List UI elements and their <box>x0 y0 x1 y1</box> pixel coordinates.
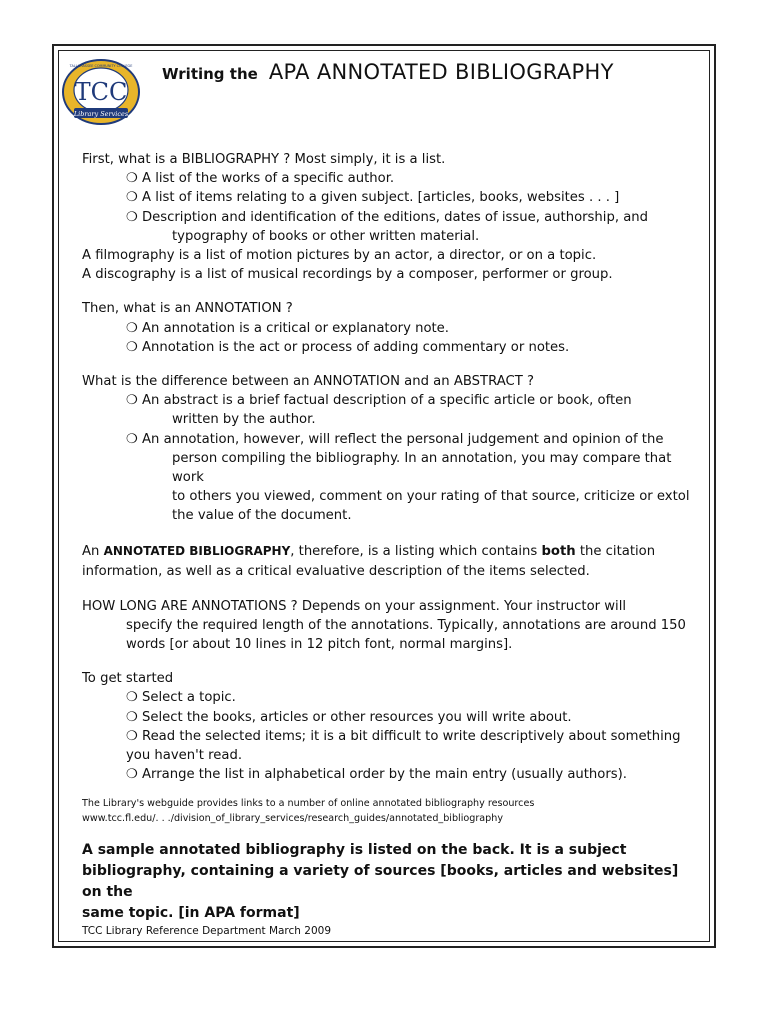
list-item: ❍ A list of the works of a specific author. <box>82 169 694 188</box>
tcc-library-logo <box>60 58 142 128</box>
list-item-continuation: to others you viewed, comment on your rating of that source, criticize or extol <box>172 489 690 505</box>
annotation-length-heading: HOW LONG ARE ANNOTATIONS ? Depends on your assignment. Your instructor will <box>82 598 627 614</box>
discography-line: A discography is a list of musical recordings by a composer, performer or group. <box>82 267 613 283</box>
footer-credit: TCC Library Reference Department March 2009 <box>82 925 332 938</box>
list-item: ❍ An abstract is a brief factual description of a specific article or book, often <box>82 391 694 410</box>
list-item: ❍ Select a topic. <box>82 688 694 707</box>
term-annotated-bibliography: ANNOTATED BIBLIOGRAPHY <box>103 543 291 558</box>
list-item: ❍ An annotation is a critical or explanatory note. <box>82 319 694 338</box>
list-item-continuation: you haven't read. <box>126 748 243 764</box>
bullet-circle-icon: ❍ <box>126 339 138 355</box>
bullet-circle-icon: ❍ <box>126 709 138 725</box>
bullet-circle-icon: ❍ <box>126 320 138 336</box>
annotation-length-text: words [or about 10 lines in 12 pitch font, normal margins]. <box>126 637 513 653</box>
definition-line-2: information, as well as a critical evaluative description of the items selected. <box>82 563 590 579</box>
list-item: ❍ A list of items relating to a given subject. [articles, books, websites . . . ] <box>82 188 694 207</box>
annotated-bibliography-definition: An ANNOTATED BIBLIOGRAPHY, therefore, is a listing which contains both the citation <box>82 543 656 559</box>
sample-note: A sample annotated bibliography is listed on the back. It is a subject <box>82 842 627 859</box>
title-prefix: Writing the <box>162 65 258 83</box>
bullet-circle-icon: ❍ <box>126 190 138 206</box>
logo-letters: TCC <box>74 78 128 106</box>
list-item-continuation: typography of books or other written material. <box>172 228 480 244</box>
list-item: ❍ An annotation, however, will reflect the personal judgement and opinion of the <box>82 430 694 449</box>
bullet-circle-icon: ❍ <box>126 209 138 225</box>
bullet-circle-icon: ❍ <box>126 728 138 744</box>
list-item: ❍ Annotation is the act or process of adding commentary or notes. <box>82 338 694 357</box>
webguide-url: www.tcc.fl.edu/. . ./division_of_library_services/research_guides/annotated_bibliography <box>82 813 504 825</box>
webguide-note: The Library's webguide provides links to a number of online annotated bibliography resources <box>82 798 535 810</box>
bibliography-intro: First, what is a BIBLIOGRAPHY ? Most simply, it is a list. <box>82 152 446 167</box>
bullet-circle-icon: ❍ <box>126 171 138 187</box>
list-item: ❍ Description and identification of the editions, dates of issue, authorship, and <box>82 208 694 227</box>
list-item-continuation: written by the author. <box>172 412 316 428</box>
filmography-line: A filmography is a list of motion pictures by an actor, a director, or on a topic. <box>82 248 597 264</box>
logo-banner: Library Services <box>73 110 129 118</box>
list-item-continuation: person compiling the bibliography. In an annotation, you may compare that work <box>172 450 672 486</box>
list-item: ❍ Arrange the list in alphabetical order by the main entry (usually authors). <box>82 765 694 784</box>
title-main: APA ANNOTATED BIBLIOGRAPHY <box>268 60 614 84</box>
annotation-intro: Then, what is an ANNOTATION ? <box>82 301 293 317</box>
difference-intro: What is the difference between an ANNOTATION and an ABSTRACT ? <box>82 374 534 390</box>
sample-note: bibliography, containing a variety of sources [books, articles and websites] on the <box>82 863 679 901</box>
sample-note: same topic. [in APA format] <box>82 905 300 922</box>
getting-started-heading: To get started <box>82 671 174 687</box>
list-item: ❍ Select the books, articles or other resources you will write about. <box>82 708 694 727</box>
annotation-length-text: specify the required length of the annotations. Typically, annotations are around 150 <box>126 617 686 633</box>
list-item-continuation: the value of the document. <box>172 508 352 524</box>
page-title <box>162 60 614 84</box>
list-item: ❍ Read the selected items; it is a bit difficult to write descriptively about something <box>82 727 694 746</box>
bullet-circle-icon: ❍ <box>126 431 138 447</box>
logo-ring-text: TALLAHASSEE COMMUNITY COLLEGE <box>69 64 133 68</box>
bullet-circle-icon: ❍ <box>126 690 138 706</box>
bullet-circle-icon: ❍ <box>126 393 138 409</box>
document-body <box>82 150 694 938</box>
bullet-circle-icon: ❍ <box>126 767 138 783</box>
term-both: both <box>541 543 576 559</box>
